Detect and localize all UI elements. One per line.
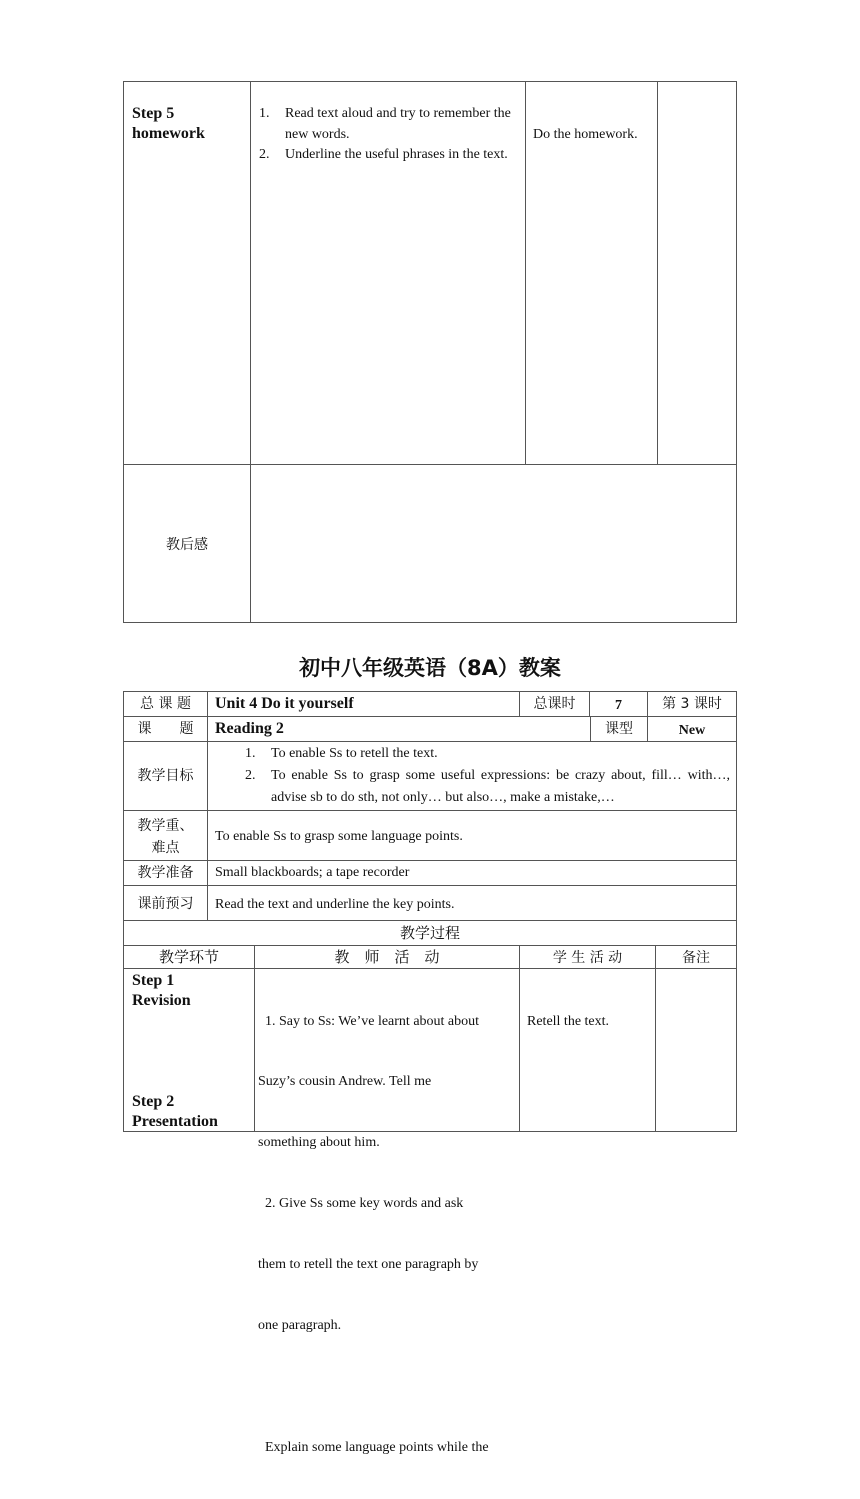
topic-label: 课 题 — [137, 721, 194, 737]
teacher-activity-line: them to retell the text one paragraph by — [258, 1257, 479, 1273]
table-border — [736, 691, 737, 1131]
key-points-label-line: 教学重、 — [137, 818, 194, 834]
table-border — [123, 691, 737, 692]
step5-title: Step 5 — [132, 105, 175, 122]
teacher-activity-line: one paragraph. — [258, 1318, 342, 1334]
table-border — [525, 81, 526, 465]
list-item — [245, 765, 730, 809]
list-item — [259, 104, 514, 145]
table-border — [123, 464, 737, 465]
col-notes-header: 备注 — [682, 950, 710, 966]
teacher-activity-line: something about him. — [258, 1135, 380, 1151]
type-label: 课型 — [605, 721, 633, 737]
objectives-list — [245, 743, 730, 809]
list-number: 1. — [245, 746, 256, 761]
process-title: 教学过程 — [399, 924, 460, 942]
teacher-activity — [258, 971, 516, 1499]
teacher-activity-line: 2. Give Ss some key words and ask — [258, 1196, 464, 1212]
student-activity: Retell the text. — [527, 1014, 610, 1029]
period-label: 第 3 课时 — [662, 696, 722, 712]
table-border — [123, 860, 737, 861]
preview-value: Read the text and underline the key points. — [215, 897, 455, 912]
table-border — [655, 945, 656, 1131]
topic-value: Reading 2 — [215, 720, 284, 737]
key-points-label — [123, 815, 208, 859]
step2-title: Step 2 — [132, 1093, 175, 1110]
table-border — [657, 81, 658, 465]
objectives-label: 教学目标 — [137, 768, 194, 784]
list-text: To enable Ss to grasp some useful expressions: be crazy about, fill… with…, advise sb to do sth, not only… but also…, make a mistake,… — [271, 768, 730, 805]
table-border — [519, 945, 520, 1131]
col-teacher-header: 教 师 活 动 — [334, 948, 440, 966]
step1-title: Step 1 — [132, 972, 175, 989]
type-value: New — [678, 723, 706, 738]
table-border — [123, 741, 737, 742]
list-number: 1. — [259, 106, 270, 121]
total-hours-label: 总课时 — [533, 696, 576, 712]
total-hours-value: 7 — [615, 698, 622, 713]
list-text: Underline the useful phrases in the text. — [285, 147, 508, 162]
step1-subtitle: Revision — [132, 992, 191, 1009]
homework-list — [259, 104, 514, 166]
list-number: 2. — [245, 768, 256, 783]
teacher-activity-line: 1. Say to Ss: We’ve learnt about about — [258, 1013, 480, 1029]
key-points-value: To enable Ss to grasp some language points. — [215, 829, 463, 844]
total-topic-value: Unit 4 Do it yourself — [215, 695, 354, 712]
list-number: 2. — [259, 147, 270, 162]
table-border — [123, 968, 737, 969]
teacher-activity-line — [258, 1377, 516, 1397]
total-topic-label: 总 课 题 — [140, 696, 191, 712]
table-border — [736, 81, 737, 623]
table-border — [123, 622, 737, 623]
col-student-header: 学 生 活 动 — [552, 950, 623, 966]
step5-subtitle: homework — [132, 125, 205, 142]
list-item — [245, 743, 730, 765]
table-border — [123, 716, 737, 717]
col-step-header: 教学环节 — [158, 948, 219, 966]
key-points-label-line: 难点 — [151, 840, 180, 856]
teacher-activity-line: Explain some language points while the — [258, 1439, 489, 1455]
list-text: To enable Ss to retell the text. — [271, 746, 438, 761]
preparation-value: Small blackboards; a tape recorder — [215, 865, 410, 880]
student-activity: Do the homework. — [533, 127, 638, 142]
table-border — [123, 885, 737, 886]
preview-label: 课前预习 — [137, 896, 194, 912]
page-title: 初中八年级英语（8A）教案 — [299, 656, 561, 680]
table-border — [123, 810, 737, 811]
table-border — [123, 920, 737, 921]
list-item — [259, 145, 514, 166]
table-border — [123, 81, 737, 82]
reflection-label: 教后感 — [166, 537, 208, 553]
table-border — [254, 945, 255, 1131]
step2-subtitle: Presentation — [132, 1113, 218, 1130]
preparation-label: 教学准备 — [137, 865, 194, 881]
list-text: Read text aloud and try to remember the new words. — [285, 106, 511, 142]
teacher-activity-line: Suzy’s cousin Andrew. Tell me — [258, 1074, 432, 1090]
table-border — [123, 945, 737, 946]
